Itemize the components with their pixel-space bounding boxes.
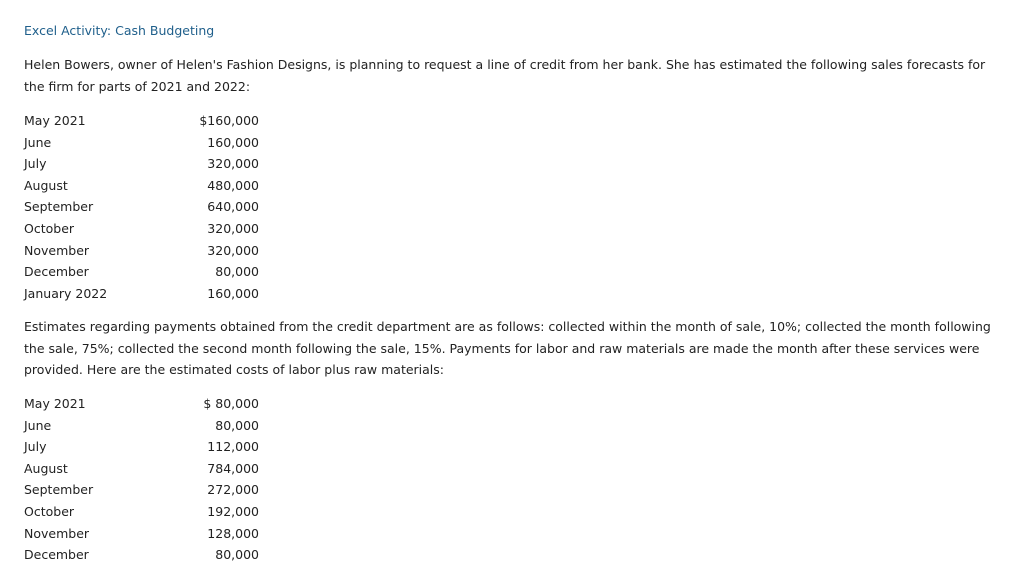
table-row bbox=[24, 523, 264, 545]
month-label: September bbox=[24, 482, 94, 498]
month-label: January 2022 bbox=[24, 285, 108, 301]
sales-amount: 320,000 bbox=[207, 156, 259, 172]
table-row bbox=[24, 458, 264, 480]
cost-amount: 784,000 bbox=[207, 460, 259, 476]
table-row bbox=[24, 153, 264, 175]
month-label: December bbox=[24, 264, 89, 280]
month-label: July bbox=[24, 156, 47, 172]
sales-amount: 80,000 bbox=[215, 264, 259, 280]
month-label: November bbox=[24, 242, 90, 258]
cost-amount: 80,000 bbox=[215, 417, 259, 433]
month-label: May 2021 bbox=[24, 113, 86, 128]
month-label: December bbox=[24, 547, 89, 563]
cost-amount: $ 80,000 bbox=[203, 396, 259, 411]
table-row bbox=[24, 544, 264, 566]
sales-amount: 320,000 bbox=[207, 220, 259, 236]
cost-amount: 80,000 bbox=[215, 547, 259, 563]
month-label: August bbox=[24, 177, 68, 193]
cost-amount: 112,000 bbox=[207, 439, 259, 455]
month-label: May 2021 bbox=[24, 396, 86, 411]
sales-amount: $160,000 bbox=[199, 113, 259, 128]
table-row bbox=[24, 393, 264, 415]
sales-amount: 320,000 bbox=[207, 242, 259, 258]
month-label: September bbox=[24, 199, 94, 215]
table-row bbox=[24, 240, 264, 262]
sales-amount: 640,000 bbox=[207, 199, 259, 215]
table-row bbox=[24, 501, 264, 523]
month-label: June bbox=[24, 417, 52, 433]
month-label: October bbox=[24, 503, 75, 519]
sales-amount: 160,000 bbox=[207, 285, 259, 301]
table-row bbox=[24, 415, 264, 437]
table-row bbox=[24, 110, 264, 132]
estimates-paragraph: Estimates regarding payments obtained from the credit department are as follows: collected within the month of sale, 10%; collected the month following the sale, 75%; collected the second month following the sale, 15%. Payments for labor and raw materials are made the month after these services were provided. Here are the estimated costs of labor plus raw materials: bbox=[24, 319, 991, 377]
month-label: October bbox=[24, 220, 75, 236]
month-label: June bbox=[24, 134, 52, 150]
month-label: July bbox=[24, 439, 47, 455]
table-row bbox=[24, 218, 264, 240]
cost-amount: 192,000 bbox=[207, 503, 259, 519]
table-row bbox=[24, 196, 264, 218]
month-label: August bbox=[24, 460, 68, 476]
sales-amount: 480,000 bbox=[207, 177, 259, 193]
cost-amount: 272,000 bbox=[207, 482, 259, 498]
table-row bbox=[24, 283, 264, 305]
table-row bbox=[24, 479, 264, 501]
month-label: November bbox=[24, 525, 90, 541]
activity-title: Excel Activity: Cash Budgeting bbox=[24, 23, 215, 38]
cost-amount: 128,000 bbox=[207, 525, 259, 541]
intro-paragraph: Helen Bowers, owner of Helen's Fashion Designs, is planning to request a line of credit from her bank. She has estimated the following sales forecasts for the firm for parts of 2021 and 2022: bbox=[24, 57, 986, 94]
table-row bbox=[24, 175, 264, 197]
table-row bbox=[24, 436, 264, 458]
table-row bbox=[24, 261, 264, 283]
labor-costs-table bbox=[24, 393, 264, 566]
sales-forecast-table bbox=[24, 110, 264, 304]
sales-amount: 160,000 bbox=[207, 134, 259, 150]
table-row bbox=[24, 132, 264, 154]
